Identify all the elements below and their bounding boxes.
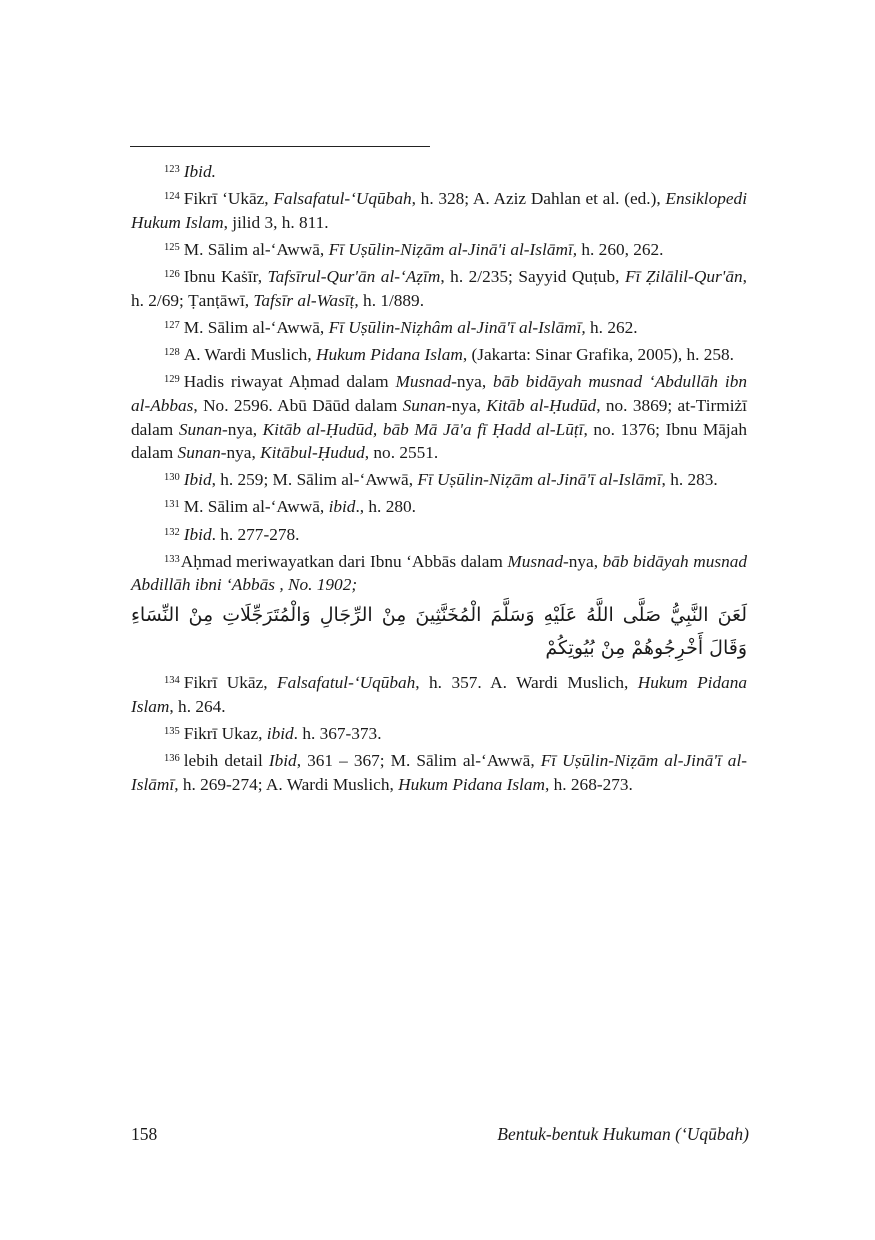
footnote-134 <box>131 669 747 718</box>
running-title: Bentuk-bentuk Hukuman (‘Uqūbah) <box>497 1124 749 1144</box>
footnote-italic-text: Hukum Pidana Islam <box>398 774 545 794</box>
footnote-text: M. Sālim al-‘Awwā, <box>183 497 329 517</box>
footnote-italic-text: ibid <box>266 723 294 743</box>
footnote-text: Fikrī Ukāz, <box>183 673 278 693</box>
footnote-127 <box>131 314 747 340</box>
footnote-text: . h. 367-373. <box>293 723 382 743</box>
footnote-text: -nya, <box>563 551 603 571</box>
footnote-italic-text: Ibid <box>268 751 297 770</box>
footnote-text: , (Jakarta: Sinar Grafika, 2005), h. 258. <box>462 345 734 365</box>
footnote-text: , No. 2596. Abū Dāūd dalam <box>193 395 403 415</box>
footnote-italic-text: Kitāb al-Ḥudūd, bāb Mā Jā'a fī Ḥadd al-Lūṭī <box>262 419 584 439</box>
footnote-135 <box>131 720 747 746</box>
footnote-italic-text: Kitāb al-Ḥudūd <box>486 395 597 415</box>
footnote-text: , h. 2/69; Ṭanṭāwī, <box>131 267 747 310</box>
footnote-text: Fikrī Ukaz, <box>183 723 267 743</box>
footnote-132 <box>131 521 747 547</box>
arabic-hadith-text: لَعَنَ النَّبِيُّ صَلَّى اللَّهُ عَلَيْهِ وَسَلَّمَ الْمُخَنَّثِينَ مِنْ الرِّجَالِ وَالْمُتَرَجِّلَاتِ مِنْ النِّسَاءِ وَقَالَ أَخْرِجُوهُمْ مِنْ بُيُوتِكُمْ <box>131 604 747 660</box>
footnote-text: , h. 328; A. Aziz Dahlan et al. (ed.), <box>411 189 666 209</box>
footnote-number: 125 <box>164 241 180 253</box>
footnote-number: 130 <box>164 472 180 484</box>
footnote-number: 127 <box>164 319 180 331</box>
page-number: 158 <box>131 1124 158 1144</box>
footnote-text: . h. 277-278. <box>211 524 300 544</box>
footnote-italic-text: Falsafatul-‘Uqūbah <box>273 189 412 209</box>
footnote-italic-text: Hukum Pidana Islam <box>131 673 748 716</box>
page-footer <box>131 1124 749 1145</box>
footnote-text: , 361 – 367; M. Sālim al-‘Awwā, <box>296 751 541 770</box>
footnote-number: 135 <box>164 725 180 737</box>
footnote-text: , h. 259; M. Sālim al-‘Awwā, <box>211 470 418 490</box>
footnote-text: M. Sālim al-‘Awwā, <box>183 239 329 259</box>
footnote-text: Ibnu Kaṡīr, <box>183 267 268 287</box>
footnote-italic-text: bāb bidāyah musnad ‘Abdullāh ibn al-Abbas <box>131 372 747 415</box>
footnote-italic-text: Tafsīr al-Wasīṭ <box>253 290 355 310</box>
footnote-133 <box>131 548 747 597</box>
footnote-italic-text: Tafsīrul-Qur'ān al-‘Aẓīm <box>267 267 441 287</box>
footnote-text: -nya, <box>222 419 263 439</box>
footnote-text: M. Sālim al-‘Awwā, <box>183 317 329 337</box>
footnote-number: 123 <box>164 164 180 175</box>
footnote-number: 128 <box>164 347 180 359</box>
footnote-italic-text: Fī Uṣūlin-Niẓhâm al-Jinā'ī al-Islāmī, <box>328 317 586 337</box>
footnote-number: 132 <box>164 526 180 538</box>
footnote-italic-text: Sunan <box>177 443 221 463</box>
footnote-text: -nya, <box>451 372 494 392</box>
footnote-text: , h. 357. A. Wardi Muslich, <box>415 673 638 693</box>
footnote-text: , h. 2/235; Sayyid Quṭub, <box>440 267 625 287</box>
footnote-text: , no. 2551. <box>364 443 439 463</box>
footnote-text: -nya, <box>445 395 487 415</box>
footnote-text: , h. 283. <box>661 470 718 490</box>
footnote-text: , h. 1/889. <box>354 290 425 310</box>
footnote-text: , h. 269-274; A. Wardi Muslich, <box>174 774 399 794</box>
footnote-124 <box>131 185 747 234</box>
footnote-italic-text: ibid <box>328 497 356 517</box>
footnote-italic-text: Ibid <box>183 524 212 544</box>
footnote-italic-text: Ibid. <box>183 162 216 181</box>
footnote-italic-text: Musnad <box>507 551 564 571</box>
footnote-number: 124 <box>164 191 180 203</box>
footnote-italic-text: Kitābul-Ḥudud <box>260 443 365 463</box>
footnote-128 <box>131 341 747 367</box>
footnote-129 <box>131 368 747 464</box>
footnote-number: 131 <box>164 499 180 511</box>
footnote-number: 136 <box>164 753 180 764</box>
footnote-text: , h. 264. <box>169 696 226 716</box>
footnote-italic-text: Hukum Pidana Islam <box>315 345 463 365</box>
footnote-italic-text: Ibid <box>183 470 212 490</box>
footnote-italic-text: Fī Uṣūlin-Niẓām al-Jinā'ī al-Islāmī <box>131 751 747 794</box>
footnote-130 <box>131 466 747 492</box>
footnote-text: h. 260, 262. <box>577 239 664 259</box>
footnote-number: 126 <box>164 269 180 281</box>
footnote-text: , no. 1376; Ibnu Mājah dalam <box>131 419 747 463</box>
footnote-number: 134 <box>164 675 180 687</box>
footnote-italic-text: Fī Uṣūlin-Niẓām al-Jinā'ī al-Islāmī <box>417 470 662 490</box>
footnote-number: 129 <box>164 374 180 386</box>
footnote-text: Hadis riwayat Aḥmad dalam <box>183 372 396 392</box>
footnote-italic-text: Falsafatul-‘Uqūbah <box>277 673 416 693</box>
footnote-123 <box>131 158 747 184</box>
footnote-text: A. Wardi Muslich, <box>183 345 316 365</box>
footnote-text: Aḥmad meriwayatkan dari Ibnu ‘Abbās dalam <box>180 551 508 571</box>
footnote-italic-text: Sunan <box>178 419 223 439</box>
footnote-number: 133 <box>164 553 180 565</box>
footnote-126 <box>131 263 747 312</box>
footnote-text: , no. 3869; at-Tirmiżī dalam <box>131 395 747 439</box>
footnote-italic-text: bāb bidāyah musnad Abdillāh ibni ‘Abbās , No. 1902; <box>131 551 747 595</box>
footnote-text: lebih detail <box>183 751 269 770</box>
footnote-text: Fikrī ‘Ukāz, <box>183 189 274 209</box>
footnote-text: , h. 268-273. <box>544 774 633 794</box>
footnotes-section <box>131 158 747 798</box>
footnote-text: , jilid 3, h. 811. <box>223 212 329 232</box>
footnote-italic-text: Sunan <box>402 395 446 415</box>
footnote-italic-text: Fī Uṣūlin-Niẓām al-Jinā'i al-Islāmī, <box>328 239 578 259</box>
footnote-italic-text: Musnad <box>395 372 452 392</box>
footnote-separator <box>130 146 430 147</box>
footnote-text: -nya, <box>220 443 261 463</box>
footnote-136 <box>131 747 747 796</box>
footnote-italic-text: Ensiklopedi Hukum Islam <box>131 189 747 232</box>
footnote-italic-text: Fī Ẓilālil-Qur'ān <box>624 267 743 287</box>
footnote-text: ., h. 280. <box>355 497 416 517</box>
footnote-125 <box>131 236 747 262</box>
footnote-text: h. 262. <box>585 317 638 337</box>
footnote-131 <box>131 493 747 519</box>
